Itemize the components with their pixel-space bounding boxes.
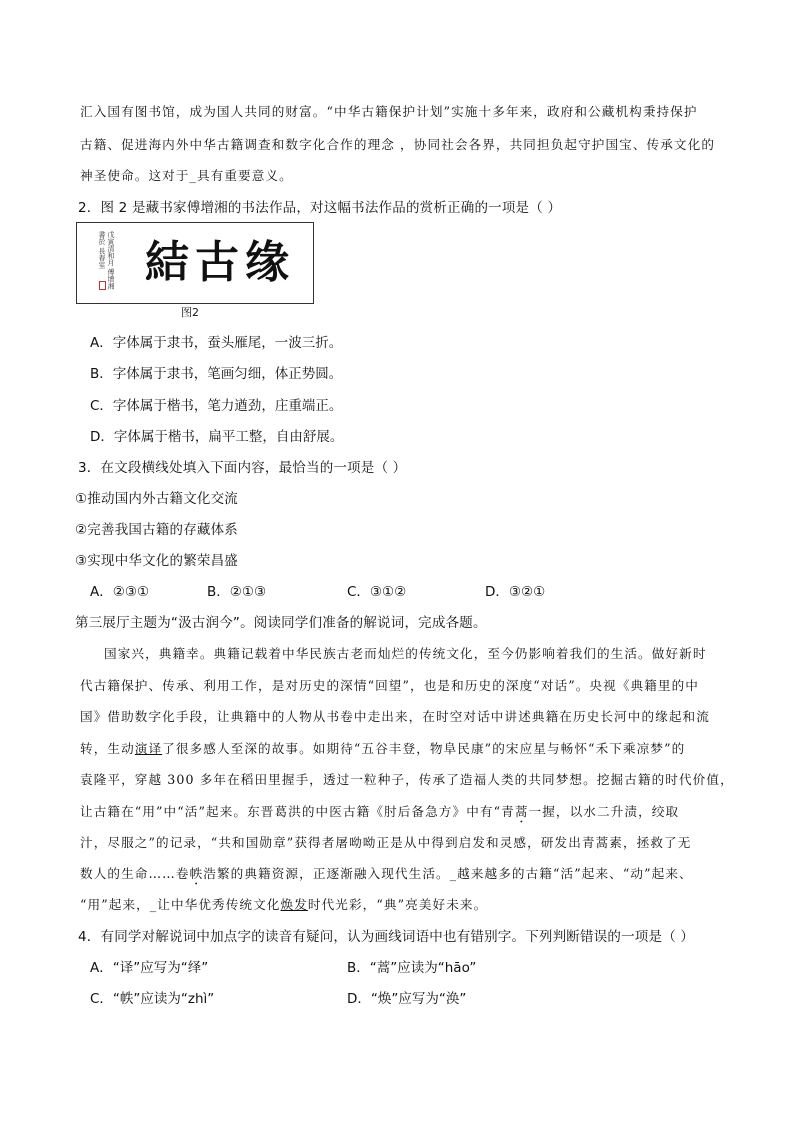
passage-line (80, 738, 685, 757)
passage-line: 袁隆平，穿越 300 多年在稻田里握手，透过一粒种子，传承了造福人类的共同梦想。挖掘古籍的时代价值， (80, 772, 734, 787)
question-3-stem: 3．在文段横线处填入下面内容，最恰当的一项是（ ） (78, 460, 407, 476)
q3-item-1: ①推动国内外古籍文化交流 (75, 491, 239, 507)
q2-option-a: A．字体属于隶书，蚕头雁尾，一波三折。 (90, 335, 343, 351)
passage-line (80, 863, 693, 888)
passage-line: 古籍、促进海内外中华古籍调查和数字化合作的理念 ，协同社会各界，共同担负起守护国宝、传承文化的 (80, 137, 716, 152)
text-segment: “用”起来，_让中华优秀传统文化 (80, 897, 281, 912)
text-segment: 数人的生命……卷 (80, 866, 190, 881)
dotted-character: 蒿 (514, 804, 529, 819)
text-segment: 转，生动 (80, 741, 135, 756)
q3-option-c: C．③①② (347, 584, 407, 600)
q3-item-2: ②完善我国古籍的存藏体系 (75, 522, 239, 538)
q2-option-d: D．字体属于楷书，扁平工整，自由舒展。 (90, 429, 344, 445)
question-2-stem: 2．图 2 是藏书家傅增湘的书法作品，对这幅书法作品的赏析正确的一项是（ ） (78, 200, 562, 216)
hall3-intro: 第三展厅主题为“汲古润今”。阅读同学们准备的解说词，完成各题。 (75, 615, 487, 631)
q4-option-a: A．“译”应写为“绎” (90, 960, 209, 976)
q3-item-3: ③实现中华文化的繁荣昌盛 (75, 553, 239, 569)
passage-line: 国》借助数字化手段，让典籍中的人物从书卷中走出来，在时空对话中讲述典籍在历史长河中的缘起和流 (80, 709, 710, 724)
q2-option-c: C．字体属于楷书，笔力遒劲，庄重端正。 (90, 398, 343, 414)
text-segment: 浩繁的典籍资源，正逐渐融入现代生活。_越来越多的古籍“活”起来、“动”起来、 (203, 866, 693, 881)
passage-line (80, 894, 487, 913)
passage-line: 汇入国有图书馆，成为国人共同的财富。“中华古籍保护计划”实施十多年来，政府和公藏机构秉持保护 (80, 104, 698, 119)
passage-line: 代古籍保护、传承、利用工作，是对历史的深情“回望”，也是和历史的深度“对话”。央视《典籍里的中 (80, 678, 699, 693)
q3-option-d: D．③②① (485, 584, 546, 600)
text-segment: 时代光彩，“典”亮美好未来。 (307, 897, 488, 912)
q4-option-d: D．“焕”应写为“涣” (347, 991, 467, 1007)
calligraphy-inscription: 戊寅清和月 傅增湘書於 長春室 (98, 231, 115, 290)
q3-option-b: B．②①③ (207, 584, 267, 600)
text-segment: 让古籍在“用”中“活”起来。东晋葛洪的中医古籍《肘后备急方》中有“青 (80, 804, 515, 819)
underlined-word: 焕发 (280, 897, 308, 912)
passage-line (80, 801, 679, 826)
q2-option-b: B．字体属于隶书，笔画匀细，体正势圆。 (90, 366, 343, 382)
text-segment: 了很多感人至深的故事。如期待“五谷丰登，物阜民康”的宋应星与畅怀“禾下乘凉梦”的 (162, 741, 686, 756)
calligraphy-figure (76, 222, 314, 304)
q4-option-b: B．“蒿”应读为“hāo” (347, 960, 477, 976)
passage-line: 国家兴，典籍幸。典籍记载着中华民族古老而灿烂的传统文化，至今仍影响着我们的生活。做好新时 (104, 646, 707, 661)
text-segment: 一握，以水二升渍，绞取 (528, 804, 680, 819)
question-4-stem: 4．有同学对解说词中加点字的读音有疑问，认为画线词语中也有错别字。下列判断错误的一项是（ ） (78, 929, 695, 945)
passage-line: 神圣使命。这对于_具有重要意义。 (80, 168, 293, 183)
underlined-word: 演译 (134, 741, 163, 756)
dotted-character: 帙 (189, 866, 204, 881)
q4-option-c: C．“帙”应读为“zhì” (90, 991, 215, 1007)
calligraphy-characters: 結古缘 (145, 237, 295, 288)
figure-caption: 图2 (181, 306, 199, 319)
seal-stamp (99, 281, 106, 290)
passage-line: 汁，尽服之”的记录，“共和国勋章”获得者屠呦呦正是从中得到启发和灵感，研发出青蒿素，拯救了无 (80, 835, 692, 850)
q3-option-a: A．②③① (90, 584, 150, 600)
